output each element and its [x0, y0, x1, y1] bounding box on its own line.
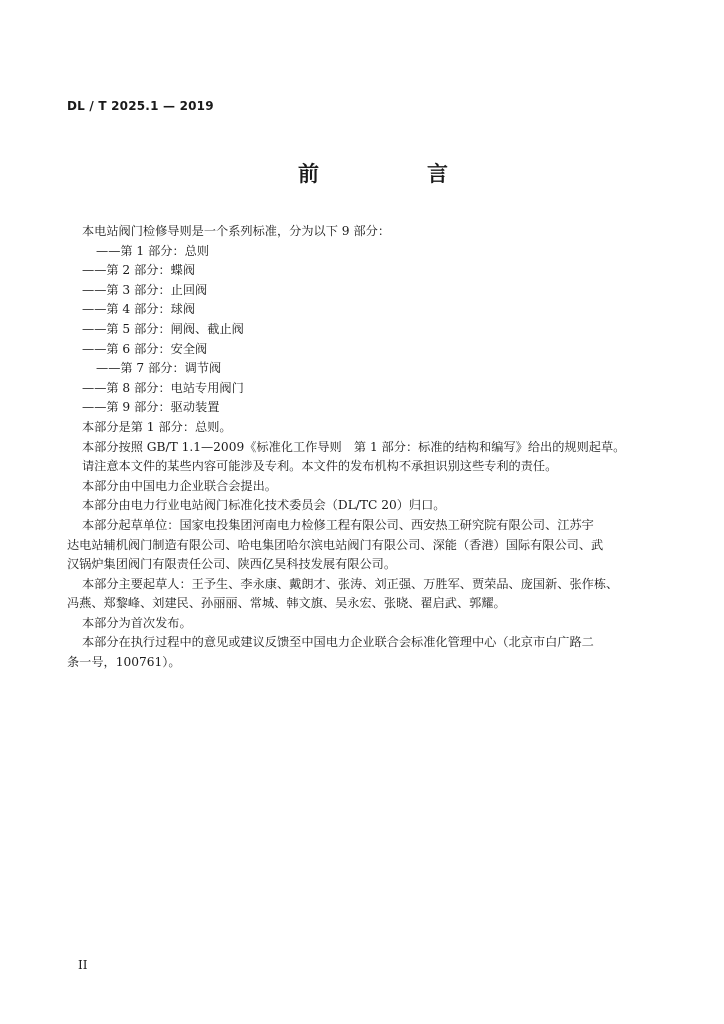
feedback-line: 条一号，100761）。	[67, 655, 181, 670]
part-list-item: ——第 3 部分：止回阀	[82, 282, 208, 297]
part-list-item: ——第 8 部分：电站专用阀门	[82, 380, 244, 395]
first-release-line: 本部分为首次发布。	[82, 615, 192, 630]
managed-by-line: 本部分由电力行业电站阀门标准化技术委员会（DL/TC 20）归口。	[82, 498, 446, 513]
proposed-by-line: 本部分由中国电力企业联合会提出。	[82, 478, 277, 493]
page-title: 前 言	[298, 162, 470, 186]
patent-notice-line: 请注意本文件的某些内容可能涉及专利。本文件的发布机构不承担识别这些专利的责任。	[82, 459, 558, 474]
part-list-item: ——第 7 部分：调节阀	[96, 361, 222, 376]
standard-code: DL / T 2025.1 — 2019	[67, 99, 214, 113]
drafting-units-line: 汉锅炉集团阀门有限责任公司、陕西亿昊科技发展有限公司。	[67, 557, 397, 572]
document-body	[67, 222, 662, 673]
part-list-item: ——第 4 部分：球阀	[82, 302, 196, 317]
part-list-item: ——第 9 部分：驱动装置	[82, 400, 220, 415]
part-list-item: ——第 5 部分：闸阀、截止阀	[82, 321, 244, 336]
part-list-item: ——第 6 部分：安全阀	[82, 341, 208, 356]
this-part-line: 本部分是第 1 部分：总则。	[82, 419, 232, 434]
drafters-line: 冯燕、郑黎峰、刘建民、孙丽丽、常城、韩文旗、吴永宏、张晓、翟启武、郭耀。	[67, 596, 506, 611]
drafters-line: 本部分主要起草人：王予生、李永康、戴朗才、张涛、刘正强、万胜军、贾荣品、庞国新、张作栋、	[82, 576, 619, 591]
drafting-units-line: 本部分起草单位：国家电投集团河南电力检修工程有限公司、西安热工研究院有限公司、江苏宇	[82, 517, 594, 532]
part-list-item: ——第 2 部分：蝶阀	[82, 263, 196, 278]
feedback-line: 本部分在执行过程中的意见或建议反馈至中国电力企业联合会标准化管理中心（北京市白广路二	[82, 635, 594, 650]
intro-line: 本电站阀门检修导则是一个系列标准，分为以下 9 部分：	[82, 224, 391, 238]
drafting-rules-line: 本部分按照 GB/T 1.1—2009《标准化工作导则 第 1 部分：标准的结构和编写》给出的规则起草。	[82, 439, 626, 454]
part-list-item: ——第 1 部分：总则	[96, 243, 210, 258]
drafting-units-line: 达电站辅机阀门制造有限公司、哈电集团哈尔滨电站阀门有限公司、深能（香港）国际有限公司、武	[67, 537, 604, 552]
page-number: II	[78, 958, 88, 972]
